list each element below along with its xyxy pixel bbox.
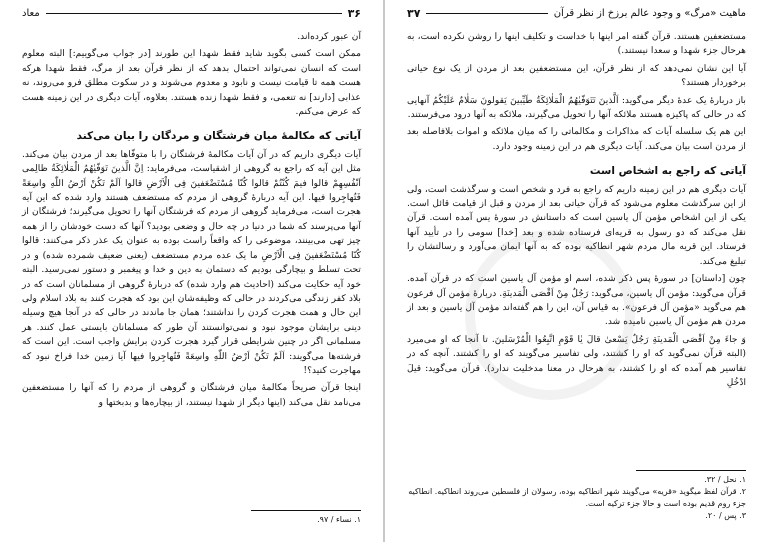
footnote: ۳. پس / ۲۰. [705,511,746,520]
footnotes [407,474,746,522]
paragraph: چون [داستان] در سورهٔ پس ذکر شده، اسم او مؤمن آل یاسین است که در قرآن آمده. قرآن می‌گوید: مؤمن آل یاسین، می‌گوید: رَجُلٌ مِنْ اَقْصَی الْمَدینَةِ. دربارهٔ مؤمن آل فرعون هم می‌گوید «مؤمن آل فرعون». به قیاس آن، این را هم گفته‌اند مؤمن آل یاسین و بعد از مردن هم مؤمن آل یاسین نامیده شد. [407,273,746,328]
running-header [407,6,746,20]
header-rule [426,13,547,14]
paragraph: ممکن است کسی بگوید شاید فقط شهدا این طورند [در جواب می‌گوییم:] البته معلوم است که انسان نمی‌تواند احتمال بدهد که از نظر قرآن بعد از مرگ، فقط شهدا هرکه هست همه تا قیامت نیست و نابود و معدوم می‌شوند و در سکوت مطلق فرو می‌روند، نه عذابی [دارند] نه تنعمی، و فقط شهدا زنده هستند. بعلاوه، آیات دیگری در این زمینه هست که عرض می‌کنم. [22,48,361,118]
paragraph: این هم یک سلسله آیات که مذاکرات و مکالماتی را که میان ملائکه و اموات بلافاصله بعد از مردن است بیان می‌کند. آیات دیگری هم در این زمینه وجود دارد. [407,126,746,152]
paragraph: مستضعفین هستند. قرآن گفته امر اینها با خداست و تکلیف اینها را روشن نکرده است، به هرحال جزء شهدا و سعدا نیستند.) [407,31,746,57]
running-header [22,6,361,20]
paragraph: آن عبور کرده‌اند. [297,31,361,42]
section-heading: آیاتی که مکالمهٔ میان فرشتگان و مردگان را بیان می‌کند [76,130,361,143]
page-number: ۳۷ [407,6,421,20]
footnotes [22,514,361,526]
paragraph: آیات دیگری داریم که در آن آیات مکالمهٔ فرشتگان را با متوفّاها بعد از مردن بیان می‌کند. مثل این آیه که راجع به گروهی از اشقیاست، می‌فرماید: اِنَّ الَّذینَ تَوَفّیٰهُمُ الْمَلٰائِکَةُ ظالِمی اَنْفُسِهِمْ قالوا فیمَ کُنْتُمْ قالوا کُنّا مُسْتَضْعَفینَ فِی الْاَرْضِ قالوا اَلَمْ تَکُنْ اَرْضُ اللّٰهِ واسِعَةً فَتُهاجِروا فیها. این آیه دربارهٔ گروهی از مردم که مستضعف هستند وارد شده که این آیه هجرت است، می‌فرماید گروهی از مردم که فرشتگان آنها را تحویل می‌گیرند؛ فرشتگان از آنها می‌پرسند که شما در دنیا در چه حال و وضعی بودید؟ آنها که دست خودشان را از همه چیز تهی می‌بینند، موضوعی را که واقعاً راست بوده به عنوان یک عذر ذکر می‌کنند: قالوا کُنّا مُسْتَضْعَفینَ فِی الْاَرْضِ ما یک عده مردم مستضعف (یعنی ضعیف شمرده شده) و در تحت تسلط و بیچارگی بودیم که دستمان به دین و خدا و پیغمبر و دستور نمی‌رسید. البته خود آیه حکایت می‌کند (احادیث هم وارد شده) که دربارهٔ گروهی از مسلمانان است که در بلاد کفر زندگی می‌کردند در حالی که وظیفه‌شان این بود که هجرت کنند به بلاد اسلام ولی این حال و همت هجرت کردن را نداشتند؛ همان جا ماندند در حالی که در آنجا هیچ وسیله دینی برایشان موجود نبود و نمی‌توانستند آن طور که مسلمانان بایستی عمل کنند. هر مسلمانی اگر در چنین شرایطی قرار گیرد هجرت کردن برایش واجب است. این است که فرشته‌ها می‌گویند: اَلَمْ تَکُنْ اَرْضُ اللّٰهِ واسِعَةً فَتُهاجِروا فیها آیا زمین خدا فراخ نبود که مهاجرت کنید؟! [22,148,361,376]
header-rule [46,13,342,14]
paragraph: باز دربارهٔ یک عدهٔ دیگر می‌گوید: اَلَّذینَ تَتَوَفّیٰهُمُ الْمَلٰائِکَةُ طَیِّبینَ یَقولونَ سَلٰامٌ عَلَیْکُمُ آنهایی که در حالی که پاکیزه هستند ملائکه آنها را تحویل می‌گیرند، ملائکه به آنها درود می‌فرستند. [407,94,746,121]
section-heading: آیاتی که راجع به اشخاص است [589,165,746,178]
footnote: ۱. نساء / ۹۷. [317,515,361,524]
footnote-rule [251,510,361,511]
paragraph: اینجا قرآن صریحاً مکالمهٔ میان فرشتگان و گروهی از مردم را که آنها را مستضعفین می‌نامد نقل می‌کند (اینها دیگر از شهدا نیستند، از بیچاره‌ها و بدبختها و [22,382,361,408]
running-title: معاد [22,7,40,19]
page-body [22,30,361,413]
page-number: ۳۶ [347,6,361,20]
running-title: ماهیت «مرگ» و وجود عالم برزخ از نظر قرآن [553,7,746,19]
footnote: ۱. نحل / ۳۲. [704,475,746,484]
page-body [407,30,746,393]
paragraph: وَ جاءَ مِنْ اَقْصَی الْمَدینَةِ رَجُلٌ یَسْعیٰ قالَ یٰا قَوْمِ اتَّبِعُوا الْمُرْسَلینَ. تا آنجا که او می‌میرد (البته قرآن نمی‌گوید که او را کشتند، ولی تفاسیر می‌گویند که او را کشتند. آنچه که در تفاسیر هم آمده که او را کشتند، به هرحال در معنا مدخلیت ندارد). قرآن می‌گوید: قیلَ ادْخُلِ [407,333,746,388]
paragraph: آیات دیگری هم در این زمینه داریم که راجع به فرد و شخص است و سرگذشت است، ولی از این سرگذشت معلوم می‌شود که قرآن حیاتی بعد از مردن و قبل از قیامت قائل است. یکی از این اشخاص مؤمن آل یاسین است که داستانش در سورهٔ یس آمده است. قرآن نقل می‌کند که دو رسول به قریه‌ای فرستاده شده و بعد [خدا] سومی را در تأیید آنها فرستاد. این قریه مال مردم شهر انطاکیه بوده که به آنها ایمان می‌آورد و رسالتشان را تبلیغ می‌کند. [407,183,746,267]
footnote: ۲. قرآن لفظ میگوید «قریه» می‌گویند شهر انطاکیه بوده، رسولان از فلسطین می‌روند انطاکیه. انطاکیه جزء روم قدیم بوده است و حالا جزء ترکیه است. [408,487,746,508]
paragraph: آیا این نشان نمی‌دهد که از نظر قرآن، این مستضعفین بعد از مردن از یک نوع حیاتی برخوردار هستند؟ [407,62,746,89]
footnote-rule [636,470,746,471]
page-36 [0,0,383,542]
page-37 [385,0,768,542]
